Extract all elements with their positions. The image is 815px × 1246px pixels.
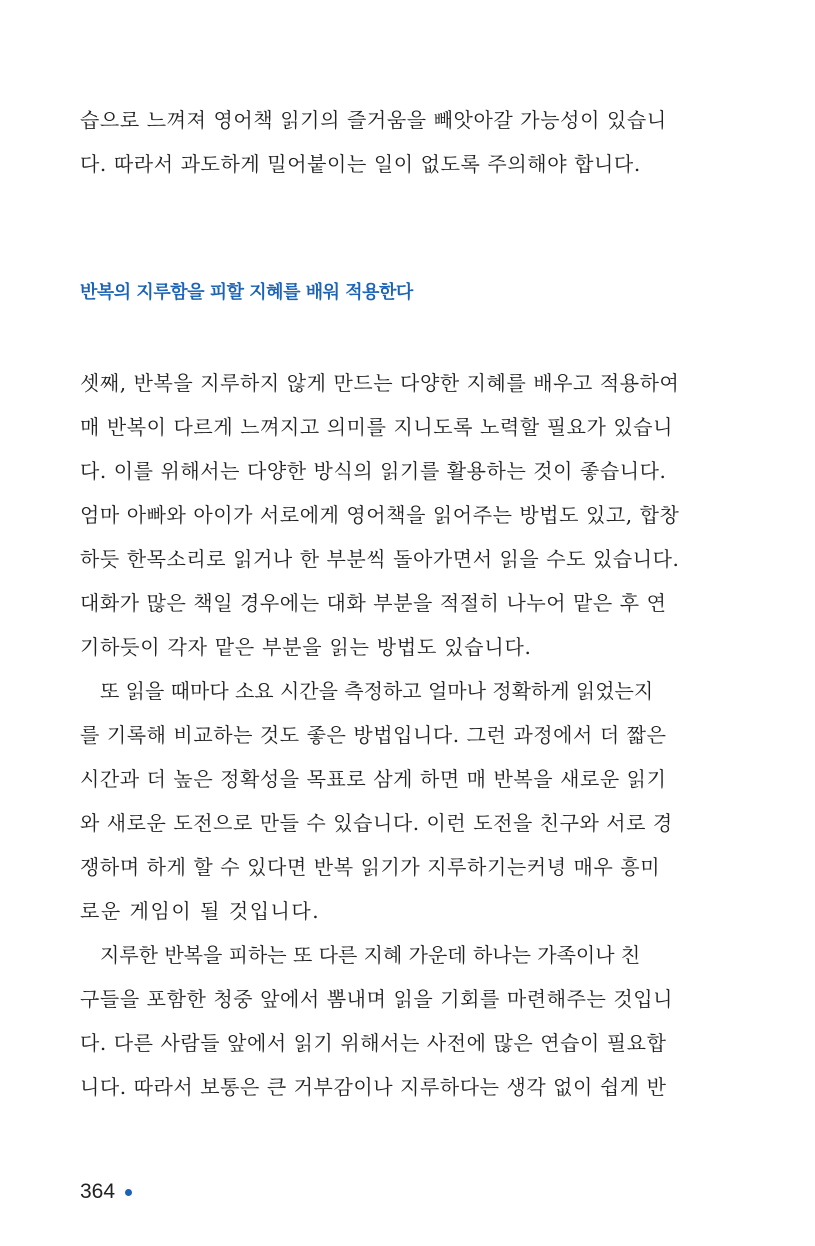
text-line: 구들을 포함한 청중 앞에서 뽐내며 읽을 기회를 마련해주는 것입니 bbox=[80, 987, 674, 1011]
text-line: 와 새로운 도전으로 만들 수 있습니다. 이런 도전을 친구와 서로 경 bbox=[80, 811, 673, 835]
text-line: 니다. 따라서 보통은 큰 거부감이나 지루하다는 생각 없이 쉽게 반 bbox=[80, 1075, 667, 1099]
text-line: 다. 이를 위해서는 다양한 방식의 읽기를 활용하는 것이 좋습니다. bbox=[80, 459, 667, 483]
page-number: 364 bbox=[80, 1180, 116, 1203]
text-line: 시간과 더 높은 정확성을 목표로 삼게 하면 매 반복을 새로운 읽기 bbox=[80, 767, 667, 791]
text-line: 쟁하며 하게 할 수 있다면 반복 읽기가 지루하기는커녕 매우 흥미 bbox=[80, 855, 661, 879]
text-line: 기하듯이 각자 맡은 부분을 읽는 방법도 있습니다. bbox=[80, 635, 532, 659]
text-line: 엄마 아빠와 아이가 서로에게 영어책을 읽어주는 방법도 있고, 합창 bbox=[80, 503, 680, 527]
text-line: 매 반복이 다르게 느껴지고 의미를 지니도록 노력할 필요가 있습니 bbox=[80, 415, 674, 439]
bullet-dot-icon bbox=[125, 1189, 132, 1196]
text-line: 로운 게임이 될 것입니다. bbox=[80, 899, 321, 923]
text-line: 또 읽을 때마다 소요 시간을 측정하고 얼마나 정확하게 읽었는지 bbox=[100, 679, 654, 703]
text-line: 하듯 한목소리로 읽거나 한 부분씩 돌아가면서 읽을 수도 있습니다. bbox=[80, 547, 680, 571]
text-line: 습으로 느껴져 영어책 읽기의 즐거움을 빼앗아갈 가능성이 있습니 bbox=[80, 108, 667, 132]
text-line: 대화가 많은 책일 경우에는 대화 부분을 적절히 나누어 맡은 후 연 bbox=[80, 591, 667, 615]
text-line: 를 기록해 비교하는 것도 좋은 방법입니다. 그런 과정에서 더 짧은 bbox=[80, 723, 667, 747]
text-line: 다. 다른 사람들 앞에서 읽기 위해서는 사전에 많은 연습이 필요합 bbox=[80, 1031, 667, 1055]
page-footer bbox=[80, 1180, 132, 1204]
text-line: 셋째, 반복을 지루하지 않게 만드는 다양한 지혜를 배우고 적용하여 bbox=[80, 371, 680, 395]
top-paragraph bbox=[80, 95, 700, 195]
text-line: 다. 따라서 과도하게 밀어붙이는 일이 없도록 주의해야 합니다. bbox=[80, 152, 641, 176]
text-line: 지루한 반복을 피하는 또 다른 지혜 가운데 하나는 가족이나 친 bbox=[100, 943, 641, 967]
section-heading: 반복의 지루함을 피할 지혜를 배워 적용한다 bbox=[80, 282, 413, 303]
section-body bbox=[80, 358, 700, 1138]
